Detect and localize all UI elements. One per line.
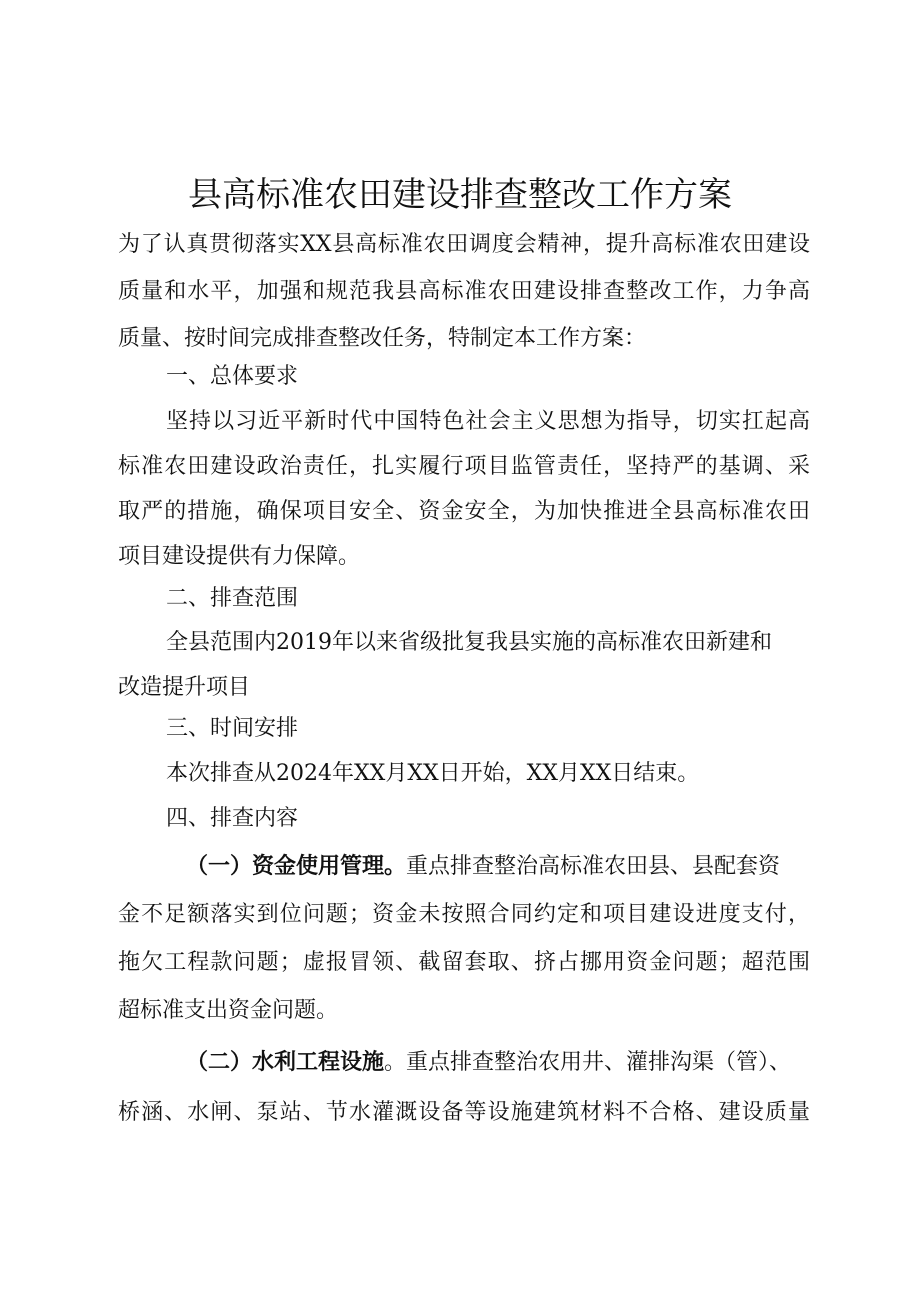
- body-line: 改造提升项目: [118, 675, 251, 700]
- body-line: 本次排查从2024年XX月XX日开始，XX月XX日结束。: [166, 761, 700, 786]
- body-line: 超标准支出资金问题。: [118, 998, 339, 1023]
- body-line: 取严的措施，确保项目安全、资金安全，为加快推进全县高标准农田: [118, 499, 810, 524]
- item-label: （二）水利工程设施: [186, 1050, 385, 1075]
- intro-line: 质量、按时间完成排查整改任务，特制定本工作方案：: [118, 326, 647, 351]
- body-line: 项目建设提供有力保障。: [118, 544, 361, 569]
- body-line: 全县范围内2019年以来省级批复我县实施的高标准农田新建和: [166, 630, 772, 655]
- section-heading: 三、时间安排: [166, 716, 299, 741]
- section-heading: 四、排查内容: [166, 806, 299, 831]
- intro-line: 为了认真贯彻落实XX县高标准农田调度会精神，提升高标准农田建设: [118, 232, 810, 257]
- body-line: 坚持以习近平新时代中国特色社会主义思想为指导，切实扛起高: [166, 409, 810, 434]
- intro-line: 质量和水平，加强和规范我县高标准农田建设排查整改工作，力争高: [118, 279, 810, 304]
- item-text: 。重点排查整治农用井、灌排沟渠（管）、: [384, 1050, 792, 1075]
- body-line: 拖欠工程款问题；虚报冒领、截留套取、挤占挪用资金问题；超范围: [118, 950, 810, 975]
- document-title: 县高标准农田建设排查整改工作方案: [188, 175, 732, 215]
- item-label: （一）资金使用管理。: [186, 854, 407, 879]
- section-heading: 一、总体要求: [166, 364, 299, 389]
- body-line: 标准农田建设政治责任，扎实履行项目监管责任，坚持严的基调、采: [118, 454, 810, 479]
- item-first-line: [186, 852, 780, 882]
- section-heading: 二、排查范围: [166, 586, 299, 611]
- body-line: 金不足额落实到位问题；资金未按照合同约定和项目建设进度支付，: [118, 902, 810, 927]
- item-first-line: [186, 1048, 791, 1078]
- item-text: 重点排查整治高标准农田县、县配套资: [406, 854, 781, 879]
- body-line: 桥涵、水闸、泵站、节水灌溉设备等设施建筑材料不合格、建设质量: [118, 1100, 810, 1125]
